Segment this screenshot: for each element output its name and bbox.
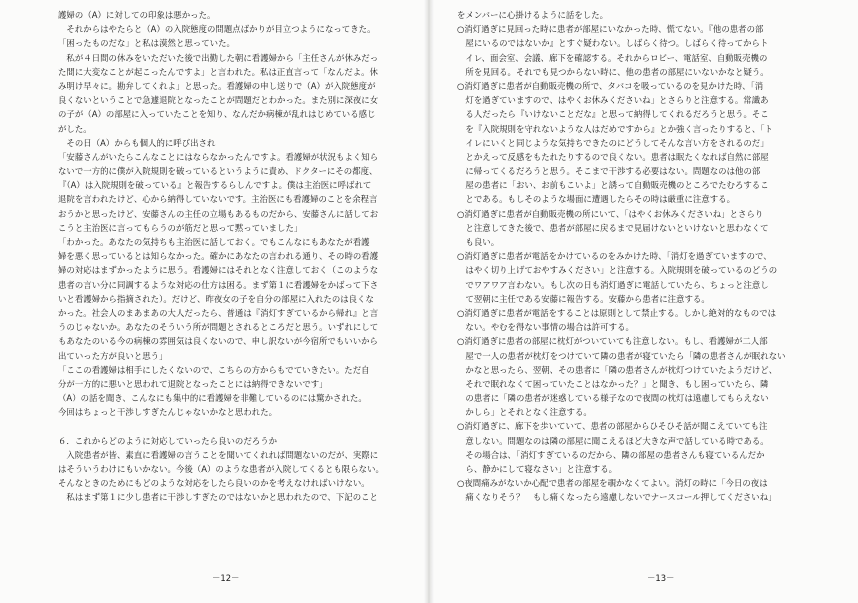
left-page-text <box>58 8 384 505</box>
text-line: かしら」とそれとなく注意する。 <box>457 407 592 418</box>
text-line: 私はまず第１に少し患者に干渉しすぎたのではないかと思われたので、下記のこと <box>58 492 378 503</box>
text-line: 良くないということで急遽退院となったことが問題だとわかった。また別に深夜に女 <box>58 95 379 106</box>
text-line: はやく切り上げておやすみください」と注意する。入院規則を破っているのどうの <box>457 265 778 276</box>
blank-line <box>58 419 384 433</box>
text-line: ○消灯過ぎに、廊下を歩いていて、患者の部屋からひそひそ話が聞こえていても注 <box>457 421 768 432</box>
text-line: こうと主治医に言ってもらうのが筋だと思って黙っていました」 <box>58 222 303 233</box>
text-line: 「わかった。あなたの気持ちも主治医に話しておく。でもこんなにもあなたが看護 <box>58 237 370 247</box>
text-line: もあなたのいる今の病棟の雰囲気は良くないので、申し訳ないが今宿所でもいいから <box>58 336 378 347</box>
right-page-text <box>457 8 786 505</box>
text-line: かなと思ったら、翌朝、その患者に「隣の患者さんが枕灯つけていたようだけど、 <box>457 364 778 375</box>
text-line: 「安藤さんがいたらこんなことにはならなかったんですよ。看護婦が状況もよく知ら <box>58 151 379 162</box>
text-line: とである。もしそのような場面に遭遇したらその時は厳重に注意する。 <box>457 194 736 205</box>
text-line: その場合は、「消灯すぎているのだから、隣の部屋の患者さんも寝ているんだか <box>457 449 765 460</box>
text-line: ○消灯過ぎに患者が自動販売機の所で、タバコを吸っているのを見かけた時、「消 <box>457 80 764 91</box>
text-line: 患者の言い分に同調するような対応の仕方は困る。まず第１に看護婦をかばって下さ <box>58 279 379 290</box>
text-line: 出ていった方が良いと思う」 <box>58 350 168 361</box>
text-line: うのじゃないか。あなたのそういう所が問題とされるところだと思う。いずれにして <box>58 322 379 333</box>
text-line: おうかと思ったけど、安藤さんの主任の立場もあるものだから、安藤さんに話してお <box>58 208 379 219</box>
text-line: 屋の患者に「おい、お前もこいよ」と誘って自動販売機のところでたむろするこ <box>457 180 769 191</box>
text-line: それで眠れなくて困っていたことはなかった？」と聞き、もし困っていたら、隣 <box>457 378 769 389</box>
text-line: 護婦の（A）に対しての印象は悪かった。 <box>58 10 216 20</box>
text-line: 婦を悪く思っているとは知らなかった。確かにあなたの言われる通り、その時の看護 <box>58 251 379 262</box>
text-line: 私が４日間の休みをいただいた後で出勤した朝に看護婦から「主任さんが休みだっ <box>58 52 379 63</box>
text-line: ○消灯過ぎに患者の部屋に枕灯がついていても注意しない。もし、看護婦が二人部 <box>457 336 768 347</box>
text-line: 「ここの看護婦は相手にしたくないので、こちらの方からもでていきたい。ただ自 <box>58 364 370 375</box>
text-line: がした。 <box>58 123 92 134</box>
text-line: て翌朝に主任である安藤に報告する。安藤から患者に注意する。 <box>457 293 710 304</box>
text-line: をメンバーに心掛けるように話をした。 <box>457 10 609 20</box>
text-line: 「困ったものだな」と私は漠然と思っていた。 <box>58 38 235 49</box>
page-number-left: －12－ <box>212 573 240 583</box>
text-line: 退院を言われたけど、心から納得していないです。主治医にも看護婦のことを余程言 <box>58 194 378 205</box>
text-line: 意しない。問題なのは隣の部屋に聞こえるほど大きな声で話している時である。 <box>457 435 769 446</box>
text-line: も良い。 <box>457 237 500 247</box>
text-line: ○消灯過ぎに見回った時に患者が部屋にいなかった時、慌てない。『他の患者の部 <box>457 24 764 35</box>
text-line: 痛くなりそう？ もし痛くなったら遠慮しないでナースコール押してくださいね」 <box>457 492 777 503</box>
text-line: 所を見回る。それでも見つからない時に、他の患者の部屋にいないかなと疑う。 <box>457 66 769 77</box>
text-line: （A）の話を聞き、こんなにも集中的に看護婦を非難しているのには驚かされた。 <box>58 393 367 404</box>
text-line: ○夜間痛みがないか心配で患者の部屋を覗かなくてよい。消灯の時に「今日の夜は <box>457 478 768 489</box>
right-page <box>429 0 858 603</box>
text-line: でワアワア言わない。もし次の日も消灯過ぎに電話していたら、ちょっと注意し <box>457 279 769 290</box>
text-line: 婦の対応はまずかったように思う。看護婦にはそれとなく注意しておく（このような <box>58 265 379 276</box>
text-line: と注意してきた後で、患者が部屋に戻るまで見届けないといけないと思わなくて <box>457 222 769 233</box>
text-line: 灯を過ぎていますので、はやくお休みくださいね」とさらりと注意する。常識あ <box>457 95 769 106</box>
text-line: ないで一方的に僕が入院規則を破っているというように責め、ドクターにその都度、 <box>58 166 378 177</box>
text-line: の患者に「隣の患者が迷惑している様子なので夜間の枕灯は遠慮してもらえない <box>457 393 769 404</box>
text-line: る人だったら『いけないことだな』と思って納得してくれるだろうと思う。そこ <box>457 109 769 120</box>
text-line: ○消灯過ぎに患者が電話をかけているのをみかけた時、「消灯を過ぎていますので、 <box>457 251 772 262</box>
text-line: み明け早々に。勘弁してくれよ」と思った。看護婦の申し送りで（A）が入院態度が <box>58 80 376 91</box>
text-line: に帰ってくるだろうと思う。そこまで干渉する必要はない。問題なのは他の部 <box>457 166 761 177</box>
text-line: 分が一方的に悪いと思われて退院となったことには納得できないです」 <box>58 378 328 389</box>
text-line: の子が（A）の部屋に入っていたことを知り、なんだか病棟が乱れはじめている感じ <box>58 109 376 120</box>
text-line: その日（A）からも個人的に呼び出され <box>58 137 216 148</box>
text-line: かった。社会人のまあまあの大人だったら、普通は『消灯すぎているから帰れ』と言 <box>58 307 379 318</box>
text-line: ない。やむを得ない事情の場合は許可する。 <box>457 322 634 333</box>
text-line: ○消灯過ぎに患者が自動販売機の所にいて、「はやくお休みくださいね」とさらり <box>457 208 764 219</box>
text-line: ６．これからどのように対応していったら良いのだろうか <box>58 435 278 446</box>
text-line: それからはやたらと（A）の入院態度の問題点ばかりが目立つようになってきた。 <box>58 24 376 35</box>
text-line: イレ、面会室、会議、廊下を確認する。それからロビー、電話室、自動販売機の <box>457 52 768 63</box>
text-line: はそういうわけにもいかない。今後（A）のような患者が入院してくるとも限らない。 <box>58 464 384 474</box>
text-line: を『入院規則を守れないような人はだめですから』とか強く言ったりすると、「ト <box>457 123 773 134</box>
text-line: 屋で一人の患者が枕灯をつけていて隣の患者が寝ていたら「隣の患者さんが眠れない <box>457 350 786 361</box>
text-line: 屋にいるのではないか』とすぐ疑わない。しばらく待つ。しばらく待ってからト <box>457 38 769 49</box>
text-line: ○消灯過ぎに患者が電話をすることは原則として禁止する。しかし絶対的なものでは <box>457 307 777 318</box>
text-line: 『（A）は入院規則を破っている』と報告するらしんですよ。僕は主治医に呼ばれて <box>58 180 372 191</box>
text-line: ら、静かにして寝なさい」と注意する。 <box>457 464 618 474</box>
text-line: 今回はちょっと干渉しすぎたんじゃないかなと思われた。 <box>58 407 278 418</box>
text-line: 入院患者が皆、素直に看護婦の言うことを聞いてくれれば問題ないのだが、実際に <box>58 449 379 460</box>
text-line: そんなときのためにもどのような対応をしたら良いのかを考えなければいけない。 <box>58 478 370 489</box>
page-number-right: －13－ <box>647 573 675 583</box>
text-line: イレにいくと同じような気持ちできたのにどうしてそんな言い方をされるのだ」 <box>457 137 769 148</box>
text-line: いと看護婦から指摘された）。だけど、昨夜女の子を自分の部屋に入れたのは良くな <box>58 293 374 304</box>
text-line: た間に大変なことが起こったんですよ」と言われた。私は正直言って「なんだよ。休 <box>58 66 378 77</box>
text-line: とかえって反感をもたれたりするので良くない。患者は眠たくなれば自然に部屋 <box>457 151 769 162</box>
